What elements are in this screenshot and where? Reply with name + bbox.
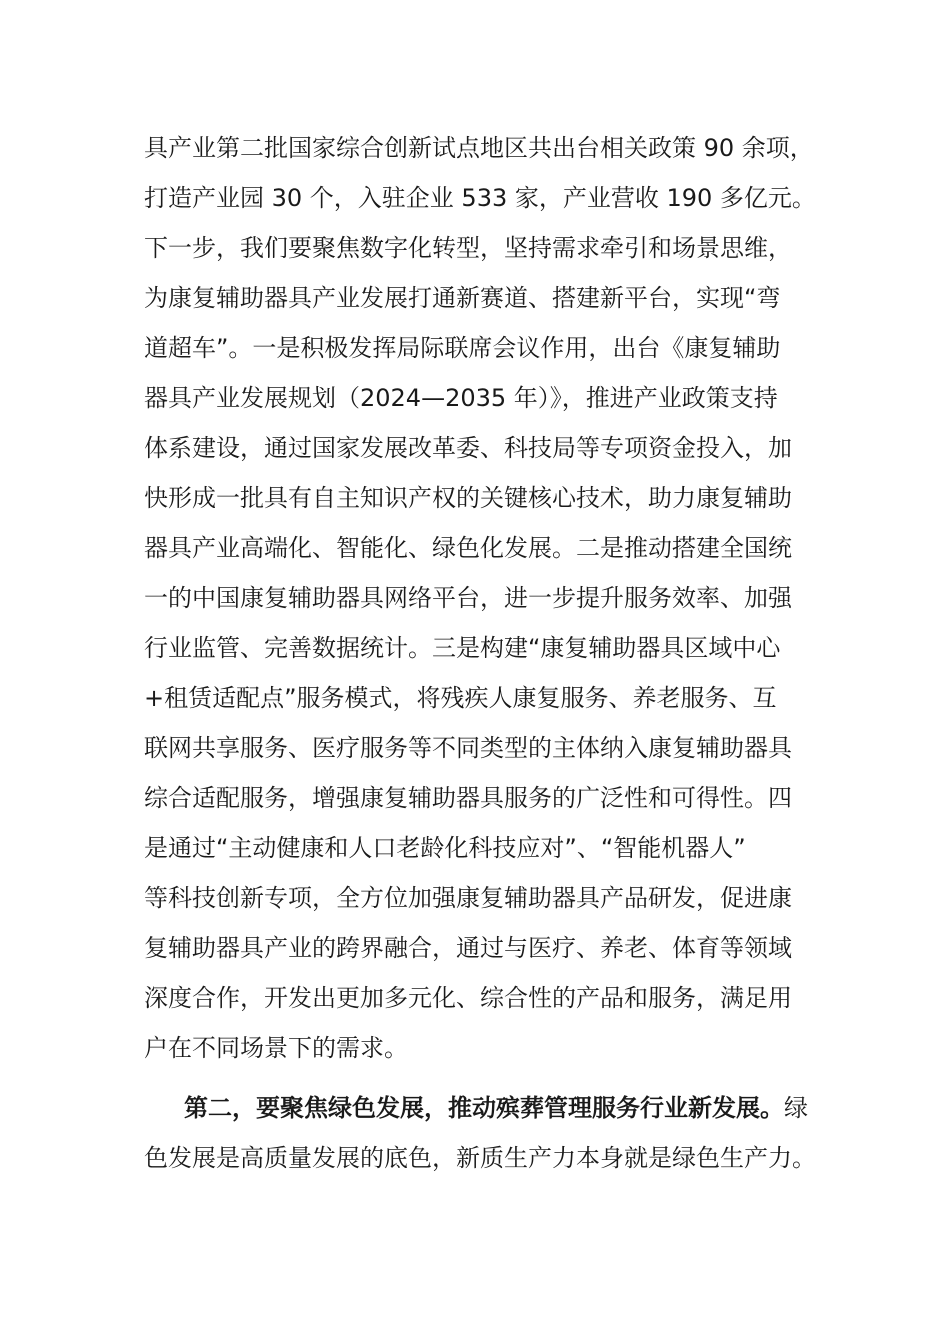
text-line: 联网共享服务、医疗服务等不同类型的主体纳入康复辅助器具 (144, 734, 792, 762)
text-line: 为康复辅助器具产业发展打通新赛道、搭建新平台，实现“弯 (144, 284, 781, 312)
text-line: 等科技创新专项，全方位加强康复辅助器具产品研发，促进康 (144, 884, 792, 912)
text-line: 一的中国康复辅助器具网络平台，进一步提升服务效率、加强 (144, 584, 792, 612)
paragraph-2-first-line (184, 1093, 808, 1123)
text-line: 是通过“主动健康和人口老龄化科技应对”、“智能机器人” (144, 834, 746, 862)
text-line: 器具产业高端化、智能化、绿色化发展。二是推动搭建全国统 (144, 534, 792, 562)
text-line: 复辅助器具产业的跨界融合，通过与医疗、养老、体育等领域 (144, 934, 792, 962)
text-line: 行业监管、完善数据统计。三是构建“康复辅助器具区域中心 (144, 634, 781, 662)
text-line: +租赁适配点”服务模式，将残疾人康复服务、养老服务、互 (144, 684, 777, 712)
text-line: 器具产业发展规划（2024—2035 年）》，推进产业政策支持 (144, 384, 778, 412)
text-line: 下一步，我们要聚焦数字化转型，坚持需求牵引和场景思维， (144, 234, 792, 262)
text-line: 综合适配服务，增强康复辅助器具服务的广泛性和可得性。四 (144, 784, 792, 812)
text-line: 道超车”。一是积极发挥局际联席会议作用，出台《康复辅助 (144, 334, 781, 362)
paragraph-2-lead-text: 绿 (784, 1094, 808, 1122)
text-line: 打造产业园 30 个，入驻企业 533 家，产业营收 190 多亿元。 (144, 184, 816, 212)
text-line: 户在不同场景下的需求。 (144, 1034, 408, 1062)
paragraph-2-heading: 第二，要聚焦绿色发展，推动殡葬管理服务行业新发展。 (184, 1094, 784, 1122)
text-line: 深度合作，开发出更加多元化、综合性的产品和服务，满足用 (144, 984, 792, 1012)
text-line: 体系建设，通过国家发展改革委、科技局等专项资金投入，加 (144, 434, 792, 462)
text-line: 色发展是高质量发展的底色，新质生产力本身就是绿色生产力。 (144, 1144, 816, 1172)
text-line: 快形成一批具有自主知识产权的关键核心技术，助力康复辅助 (144, 484, 792, 512)
text-line: 具产业第二批国家综合创新试点地区共出台相关政策 90 余项， (144, 134, 814, 162)
